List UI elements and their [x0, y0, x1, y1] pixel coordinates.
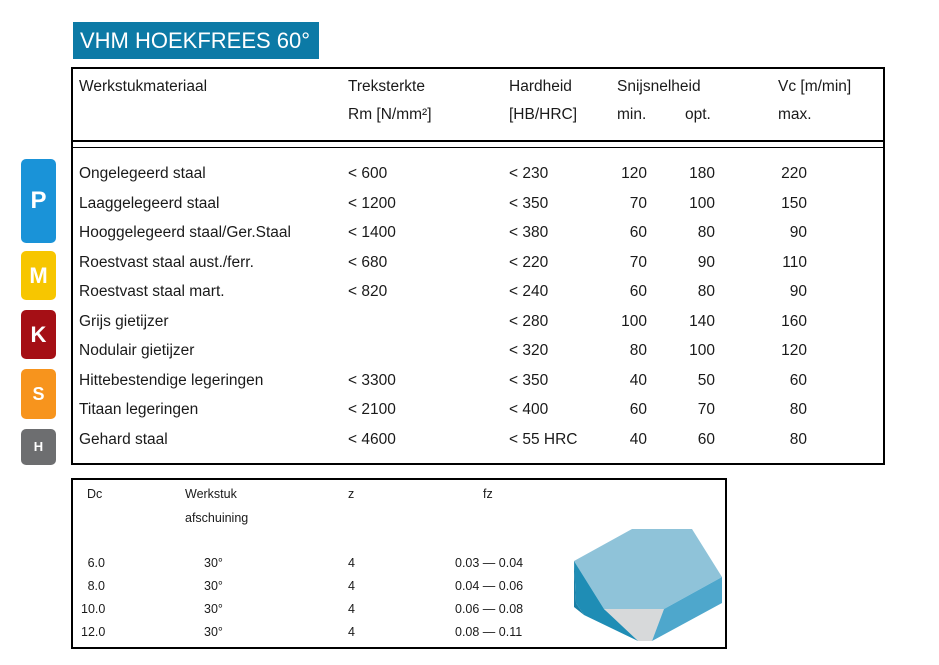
- iso-badge-p: P: [21, 159, 56, 243]
- header-min: min.: [617, 106, 647, 123]
- table-row: [73, 224, 883, 253]
- speed-min-cell: 60: [629, 224, 647, 241]
- fz-cell: 0.08 — 0.11: [455, 625, 523, 639]
- hardness-cell: < 220: [509, 253, 549, 271]
- material-cell: Titaan legeringen: [79, 401, 199, 418]
- header-max: max.: [778, 106, 812, 123]
- tensile-cell: < 680: [348, 253, 388, 271]
- speed-opt-cell: 50: [697, 371, 715, 389]
- speed-max-cell: 120: [781, 342, 807, 359]
- speed-min-cell: 80: [629, 342, 647, 359]
- header-divider: [73, 140, 883, 142]
- iso-badge-m: M: [21, 251, 56, 300]
- speed-opt-cell: 100: [689, 342, 715, 359]
- speed-opt-cell: 70: [697, 401, 715, 418]
- speed-opt-cell: 90: [697, 253, 715, 271]
- table-row: [73, 401, 883, 430]
- speed-max-cell: 80: [789, 430, 807, 448]
- table-row: [73, 283, 883, 312]
- table-row: [73, 195, 883, 224]
- iso-badge-h: H: [21, 429, 56, 465]
- hardness-cell: < 380: [509, 224, 549, 241]
- speed-opt-cell: 180: [689, 165, 715, 182]
- speed-max-cell: 80: [789, 401, 807, 418]
- hardness-cell: < 320: [509, 342, 549, 359]
- header-workpiece: Werkstuk: [185, 487, 237, 501]
- material-cell: Grijs gietijzer: [79, 312, 169, 330]
- speed-max-cell: 220: [781, 165, 807, 182]
- header-fz: fz: [483, 487, 493, 501]
- header-vc: Vc [m/min]: [778, 78, 852, 95]
- speed-min-cell: 100: [621, 312, 647, 330]
- speed-max-cell: 160: [781, 312, 807, 330]
- speed-opt-cell: 100: [689, 194, 715, 212]
- tensile-cell: < 3300: [348, 371, 396, 389]
- header-divider-thin: [73, 147, 883, 148]
- hardness-cell: < 240: [509, 283, 549, 300]
- table-row: [73, 431, 883, 460]
- dc-cell: 6.0: [87, 556, 105, 570]
- z-cell: 4: [348, 556, 355, 570]
- table-row: [73, 342, 883, 371]
- dc-cell: 12.0: [81, 625, 106, 639]
- speed-min-cell: 70: [629, 253, 647, 271]
- speed-max-cell: 90: [789, 283, 807, 300]
- table-row: [73, 165, 883, 194]
- speed-max-cell: 150: [781, 194, 807, 212]
- hardness-cell: < 400: [509, 401, 549, 418]
- header-z: z: [348, 487, 355, 501]
- hardness-cell: < 350: [509, 194, 549, 212]
- material-cell: Laaggelegeerd staal: [79, 194, 220, 212]
- table-row: [73, 372, 883, 401]
- header-opt: opt.: [685, 106, 711, 123]
- speed-max-cell: 110: [782, 253, 807, 271]
- material-cell: Hooggelegeerd staal/Ger.Staal: [79, 224, 291, 241]
- material-cell: Ongelegeerd staal: [79, 165, 206, 182]
- angle-cell: 30°: [204, 556, 223, 570]
- speed-min-cell: 60: [629, 283, 647, 300]
- table-row: [73, 313, 883, 342]
- speed-max-cell: 60: [789, 371, 807, 389]
- z-cell: 4: [348, 579, 355, 593]
- header-hardness: Hardheid: [509, 78, 572, 95]
- tensile-cell: < 600: [348, 165, 388, 182]
- fz-cell: 0.03 — 0.04: [455, 556, 524, 570]
- material-cell: Roestvast staal mart.: [79, 283, 225, 300]
- header-material: Werkstukmateriaal: [79, 78, 208, 95]
- cutting-speed-table: [71, 67, 885, 465]
- fz-cell: 0.06 — 0.08: [455, 602, 524, 616]
- hardness-cell: < 280: [509, 312, 549, 330]
- speed-max-cell: 90: [789, 224, 807, 241]
- tensile-cell: < 1400: [348, 224, 396, 241]
- material-cell: Gehard staal: [79, 430, 168, 448]
- header-hardness-unit: [HB/HRC]: [509, 106, 578, 123]
- material-cell: Nodulair gietijzer: [79, 342, 195, 359]
- speed-opt-cell: 140: [689, 312, 715, 330]
- speed-min-cell: 40: [629, 430, 647, 448]
- fz-cell: 0.04 — 0.06: [455, 579, 524, 593]
- angle-cell: 30°: [204, 625, 223, 639]
- z-cell: 4: [348, 625, 355, 639]
- iso-badge-s: S: [21, 369, 56, 419]
- tensile-cell: < 4600: [348, 430, 396, 448]
- angle-cell: 30°: [204, 602, 223, 616]
- table-row: [73, 254, 883, 283]
- speed-opt-cell: 60: [697, 430, 715, 448]
- header-tensile-unit: Rm [N/mm²]: [348, 106, 432, 123]
- header-chamfer: afschuining: [185, 511, 249, 525]
- header-tensile: Treksterkte: [348, 78, 425, 95]
- hardness-cell: < 55 HRC: [509, 430, 578, 448]
- speed-min-cell: 70: [629, 194, 647, 212]
- hardness-cell: < 230: [509, 165, 549, 182]
- speed-opt-cell: 80: [697, 283, 715, 300]
- iso-badge-k: K: [21, 310, 56, 359]
- dc-cell: 10.0: [81, 602, 106, 616]
- speed-min-cell: 120: [621, 165, 647, 182]
- material-cell: Hittebestendige legeringen: [79, 371, 264, 389]
- z-cell: 4: [348, 602, 355, 616]
- header-dc: Dc: [87, 487, 103, 501]
- material-cell: Roestvast staal aust./ferr.: [79, 253, 254, 271]
- tensile-cell: < 2100: [348, 401, 396, 418]
- tensile-cell: < 1200: [348, 194, 396, 212]
- dc-cell: 8.0: [87, 579, 105, 593]
- tensile-cell: < 820: [348, 283, 388, 300]
- speed-min-cell: 60: [629, 401, 647, 418]
- hardness-cell: < 350: [509, 371, 549, 389]
- chamfer-block-illustration: [572, 527, 724, 643]
- page-title: VHM HOEKFREES 60°: [73, 22, 319, 59]
- speed-opt-cell: 80: [697, 224, 715, 241]
- header-cutting-speed: Snijsnelheid: [617, 78, 701, 95]
- speed-min-cell: 40: [629, 371, 647, 389]
- angle-cell: 30°: [204, 579, 223, 593]
